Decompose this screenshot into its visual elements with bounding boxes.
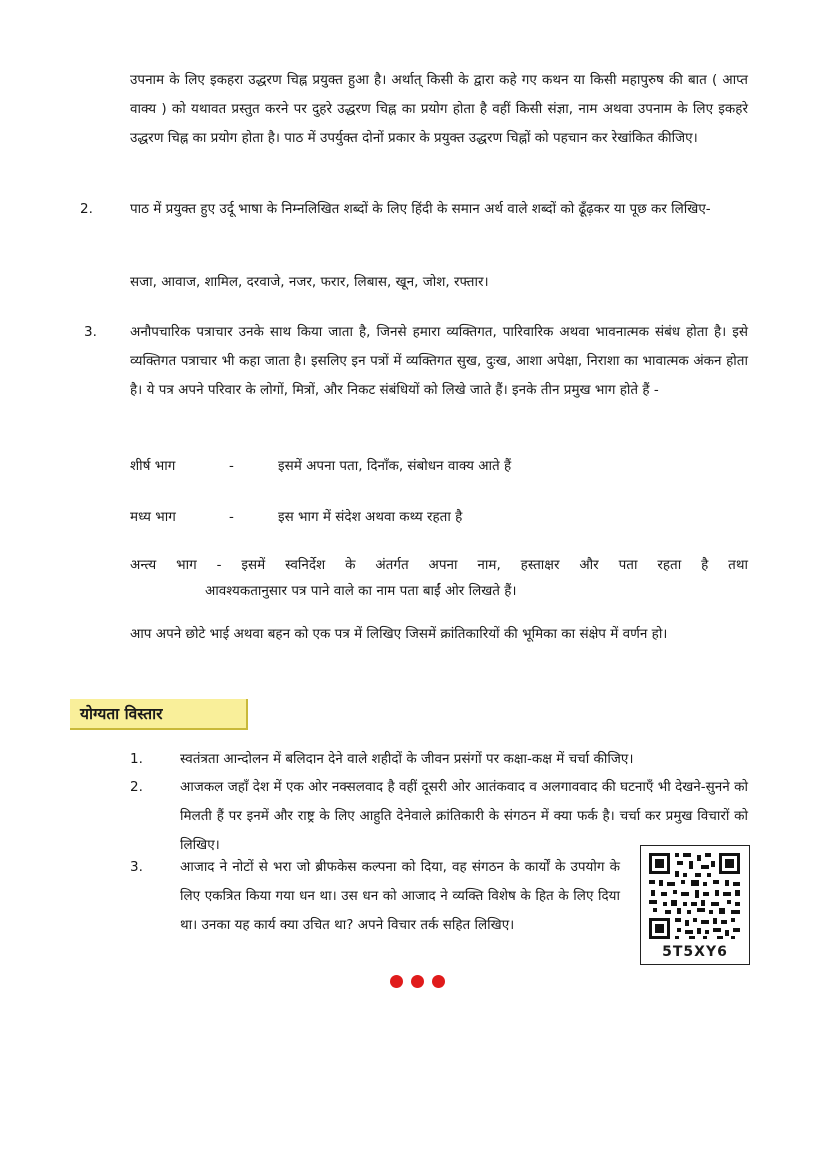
part-head-label: शीर्ष भाग [130, 458, 176, 474]
qr-code-label: 5T5XY6 [662, 944, 728, 960]
q2-text: पाठ में प्रयुक्त हुए उर्दू भाषा के निम्नलिखित शब्दों के लिए हिंदी के समान अर्थ वाले शब्दों को ढूँढ़कर या पूछ कर लिखिए- [130, 201, 711, 217]
decorative-dot-3 [432, 975, 445, 988]
decorative-dot-2 [411, 975, 424, 988]
q3-task: आप अपने छोटे भाई अथवा बहन को एक पत्र में लिखिए जिसमें क्रांतिकारियों की भूमिका का संक्षेप में वर्णन हो। [130, 626, 668, 642]
ext-item-1-text: स्वतंत्रता आन्दोलन में बलिदान देने वाले शहीदों के जीवन प्रसंगों पर कक्षा-कक्ष में चर्चा कीजिए। [180, 751, 634, 767]
ext-item-3-number: 3. [130, 859, 143, 875]
section-header-yogyata-vistar: योग्यता विस्तार [70, 699, 248, 730]
qr-code-icon [641, 846, 748, 946]
part-middle-label: मध्य भाग [130, 509, 176, 525]
q2-word-list: सजा, आवाज, शामिल, दरवाजे, नजर, फरार, लिबास, खून, जोश, रफ्तार। [130, 274, 489, 290]
q3-text: अनौपचारिक पत्राचार उनके साथ किया जाता है, जिनसे हमारा व्यक्तिगत, पारिवारिक अथवा भावनात्मक संबंध होता है। इसे व्यक्तिगत पत्राचार भी कहा जाता है। इसलिए इन पत्रों में व्यक्तिगत सुख, दुःख, आशा अपेक्षा, निराशा का भावात्मक अंकन होता है। ये पत्र अपने परिवार के लोगों, मित्रों, और निकट संबंधियों को लिखे जाते हैं। इनके तीन प्रमुख भाग होते हैं - [130, 324, 748, 398]
part-head-desc: इसमें अपना पता, दिनाँक, संबोधन वाक्य आते हैं [278, 458, 512, 474]
q2-number: 2. [80, 201, 93, 217]
part-end-line2: आवश्यकतानुसार पत्र पाने वाले का नाम पता बाईं ओर लिखते हैं। [205, 583, 517, 599]
part-head-dash: - [229, 458, 234, 474]
ext-item-1-number: 1. [130, 751, 143, 767]
ext-item-2-text: आजकल जहाँ देश में एक ओर नक्सलवाद है वहीं दूसरी ओर आतंकवाद व अलगाववाद की घटनाएँ भी देखने-सुनने को मिलती हैं पर इनमें और राष्ट्र के लिए आहुति देनेवाले क्रांतिकारी के संगठन में क्या फर्क है। चर्चा कर प्रमुख विचारों को लिखिए। [180, 779, 748, 853]
decorative-dot-1 [390, 975, 403, 988]
part-middle-desc: इस भाग में संदेश अथवा कथ्य रहता है [278, 509, 463, 525]
ext-item-2-number: 2. [130, 779, 143, 795]
ext-item-3-text: आजाद ने नोटों से भरा जो ब्रीफकेस कल्पना को दिया, वह संगठन के कार्यों के उपयोग के लिए एकत्रित किया गया धन था। उस धन को आजाद ने व्यक्ति विशेष के हित के लिए दिया था। उनका यह कार्य क्या उचित था? अपने विचार तर्क सहित लिखिए। [180, 859, 620, 933]
part-end-line1: अन्त्य भाग - इसमें स्वनिर्देश के अंतर्गत अपना नाम, हस्ताक्षर और पता रहता है तथा [130, 557, 748, 573]
intro-paragraph: उपनाम के लिए इकहरा उद्धरण चिह्न प्रयुक्त हुआ है। अर्थात् किसी के द्वारा कहे गए कथन या किसी महापुरुष की बात ( आप्त वाक्य ) को यथावत प्रस्तुत करने पर दुहरे उद्धरण चिह्न का प्रयोग होता है वहीं किसी संज्ञा, नाम अथवा उपनाम के लिए इकहरे उद्धरण चिह्न का प्रयोग होता है। पाठ में उपर्युक्त दोनों प्रकार के प्रयुक्त उद्धरण चिह्नों को पहचान कर रेखांकित कीजिए। [130, 72, 748, 146]
part-middle-dash: - [229, 509, 234, 525]
q3-number: 3. [84, 324, 97, 340]
